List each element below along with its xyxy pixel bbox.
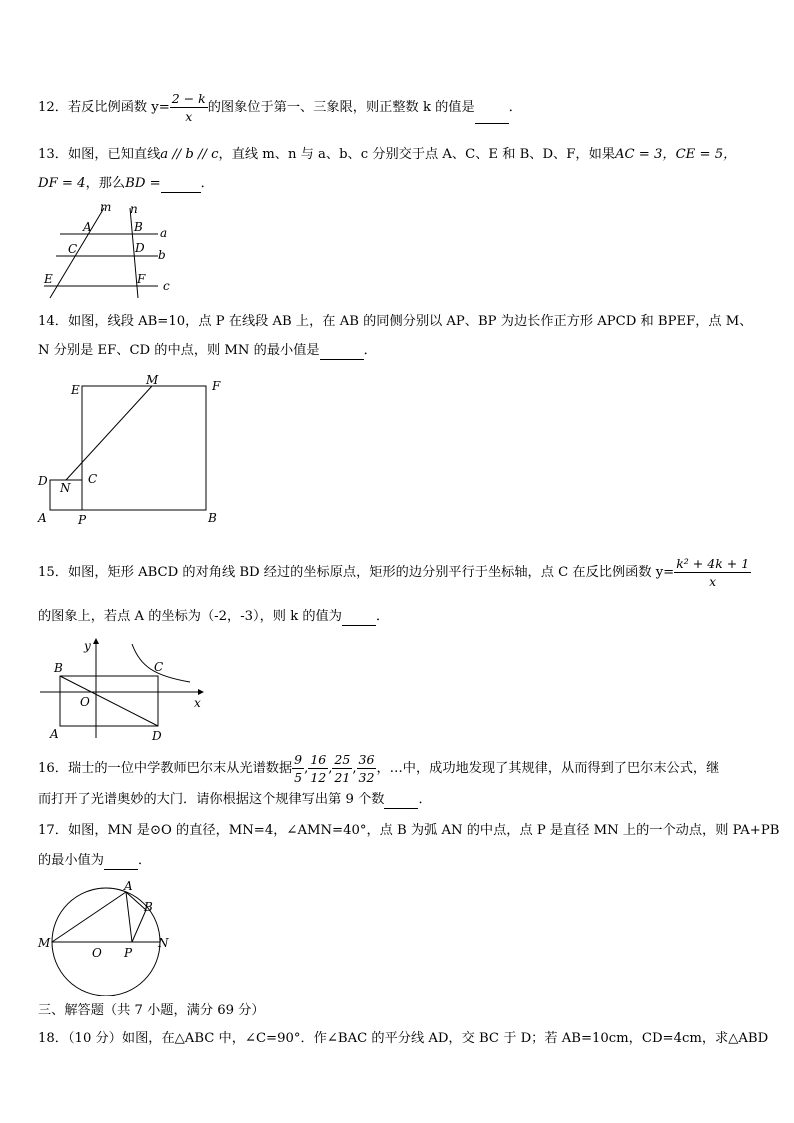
question-17-line2 (38, 852, 151, 870)
label-B: B (54, 661, 63, 675)
label-E: E (44, 272, 53, 286)
q14-figure (34, 372, 234, 530)
q15-figure (38, 634, 208, 742)
question-15-line1 (38, 556, 751, 589)
label-n: n (130, 202, 138, 216)
q13-text-1c: ，直线 m、n 与 a、b、c 分别交于点 A、C、E 和 B、D、F，如果 (218, 147, 615, 162)
q15-fraction (674, 556, 751, 589)
q17-figure (36, 880, 176, 996)
question-18-line1 (38, 1030, 768, 1048)
question-16-line1: 16．瑞士的一位中学教师巴尔末从光谱数据 $\frac{9}{5}$ , $\frac{16}{12}$ , $\frac{25}{21}$ , $\frac{36}{32}$ ，…中，成功地发现了其规律，从而得到了巴尔末公式，继 (38, 752, 720, 785)
label-M: M (146, 373, 159, 387)
y-axis-arrow (93, 638, 99, 644)
label-B: B (144, 900, 153, 914)
label-A: A (83, 220, 92, 234)
section-3-heading (38, 1002, 265, 1020)
question-14-line1 (38, 313, 753, 331)
question-16-line2 (38, 791, 432, 809)
q12-fraction (170, 91, 208, 124)
label-F: F (137, 272, 146, 286)
q17-end: ． (137, 853, 152, 868)
q13-given-values: AC = 3，CE = 5， (614, 147, 737, 162)
segment-ab (126, 892, 146, 910)
answer-blank-13[interactable] (161, 178, 201, 193)
q17-text-2: 的最小值为 (38, 853, 104, 868)
label-B: B (208, 511, 217, 525)
q16-text-1b: ，…中，成功地发现了其规律，从而得到了巴尔末公式，继 (376, 761, 720, 776)
q13-df-value: DF = 4 (38, 176, 86, 191)
label-A: A (38, 511, 47, 525)
label-b: b (158, 248, 166, 262)
label-O: O (80, 695, 90, 709)
question-13-line1 (38, 146, 736, 164)
label-N: N (158, 936, 169, 950)
q12-text-post: 的图象位于第一、三象限，则正整数 k 的值是 (207, 100, 475, 115)
label-A: A (50, 727, 59, 741)
q13-end: ． (200, 176, 214, 191)
q13-bd-label: BD = (125, 176, 161, 191)
label-F: F (212, 379, 221, 393)
q12-end: ． (508, 100, 522, 115)
q17-text-1: 17．如图，MN 是⊙O 的直径，MN=4，∠AMN=40°，点 B 为弧 AN 的中点，点 P 是直径 MN 上的一个动点，则 PA+PB (38, 823, 780, 838)
question-17-line1 (38, 822, 779, 840)
label-C: C (88, 472, 98, 486)
label-D: D (38, 474, 48, 488)
q16-frac-2-num: 16 (310, 752, 327, 767)
question-15-line2 (38, 608, 389, 626)
label-O: O (92, 946, 102, 960)
q16-fraction-3 (332, 752, 352, 785)
q15-frac-num: k² + 4k + 1 (676, 556, 750, 571)
q16-fraction-4 (357, 752, 377, 785)
q16-text-2: 而打开了光谱奥妙的大门．请你根据这个规律写出第 9 个数 (38, 792, 385, 807)
x-axis-arrow (198, 689, 204, 695)
question-12 (38, 91, 522, 124)
label-a: a (160, 226, 168, 240)
q14-end: ． (363, 343, 377, 358)
label-P: P (124, 946, 133, 960)
q15-text-1: 15．如图，矩形 ABCD 的对角线 BD 经过的坐标原点，矩形的边分别平行于坐标轴，点 C 在反比例函数 y= (38, 565, 675, 580)
q15-frac-den: x (674, 572, 751, 589)
q16-frac-3-den: 21 (334, 770, 351, 785)
segment-ap (126, 892, 132, 942)
q16-frac-4-num: 36 (358, 752, 375, 767)
q16-frac-1-num: 9 (294, 752, 303, 767)
q13-text-1a: 13．如图，已知直线 (38, 147, 161, 162)
label-m: m (100, 200, 112, 214)
label-x: x (194, 696, 201, 710)
label-M: M (38, 936, 51, 950)
question-14-line2 (38, 342, 377, 360)
q13-figure (38, 200, 178, 300)
label-B: B (134, 220, 143, 234)
answer-blank-12[interactable] (475, 109, 509, 124)
q14-text-1: 14．如图，线段 AB=10，点 P 在线段 AB 上，在 AB 的同侧分别以 AP、BP 为边长作正方形 APCD 和 BPEF，点 M、 (38, 314, 753, 329)
answer-blank-14[interactable] (320, 345, 364, 360)
q16-end: ． (418, 792, 432, 807)
segment-pb (132, 910, 146, 942)
segment-mn (66, 386, 152, 480)
q16-fraction-2 (308, 752, 328, 785)
label-C: C (154, 660, 164, 674)
q16-frac-1-den: 5 (294, 770, 303, 785)
label-N: N (60, 481, 71, 495)
diagonal-bd (60, 676, 158, 726)
answer-blank-17[interactable] (104, 855, 138, 870)
square-bpef (82, 386, 206, 510)
q12-frac-den: x (170, 107, 208, 124)
q14-text-2: N 分别是 EF、CD 的中点，则 MN 的最小值是 (38, 343, 320, 358)
q16-frac-2-den: 12 (310, 770, 327, 785)
label-P: P (78, 513, 87, 527)
q13-text-2b: ，那么 (85, 176, 126, 191)
q13-parallel-lines: a // b // c (160, 147, 219, 162)
chord-ma (52, 892, 126, 942)
label-D: D (135, 241, 145, 255)
q16-frac-3-num: 25 (334, 752, 351, 767)
q12-text-pre: 12．若反比例函数 y= (38, 100, 170, 115)
q12-frac-num: 2 − k (171, 91, 206, 106)
q16-frac-4-den: 32 (358, 770, 375, 785)
section-3-text: 三、解答题（共 7 小题，满分 69 分） (38, 1003, 265, 1018)
question-13-line2 (38, 175, 214, 193)
q15-text-2: 的图象上，若点 A 的坐标为（-2，-3），则 k 的值为 (38, 609, 342, 624)
q18-text: 18．（10 分）如图，在△ABC 中，∠C=90°．作∠BAC 的平分线 AD，交 BC 于 D；若 AB=10cm，CD=4cm，求△ABD (38, 1031, 769, 1046)
label-E: E (71, 383, 80, 397)
label-D: D (152, 729, 162, 742)
q15-end: ． (375, 609, 390, 624)
label-A: A (124, 880, 133, 893)
label-C: C (68, 242, 78, 256)
answer-blank-15[interactable] (342, 611, 376, 626)
label-y: y (84, 639, 91, 653)
q16-text-1a: 16．瑞士的一位中学教师巴尔末从光谱数据 (38, 761, 293, 776)
label-c: c (163, 279, 170, 293)
answer-blank-16[interactable] (384, 794, 418, 809)
q16-fraction-1 (292, 752, 304, 785)
